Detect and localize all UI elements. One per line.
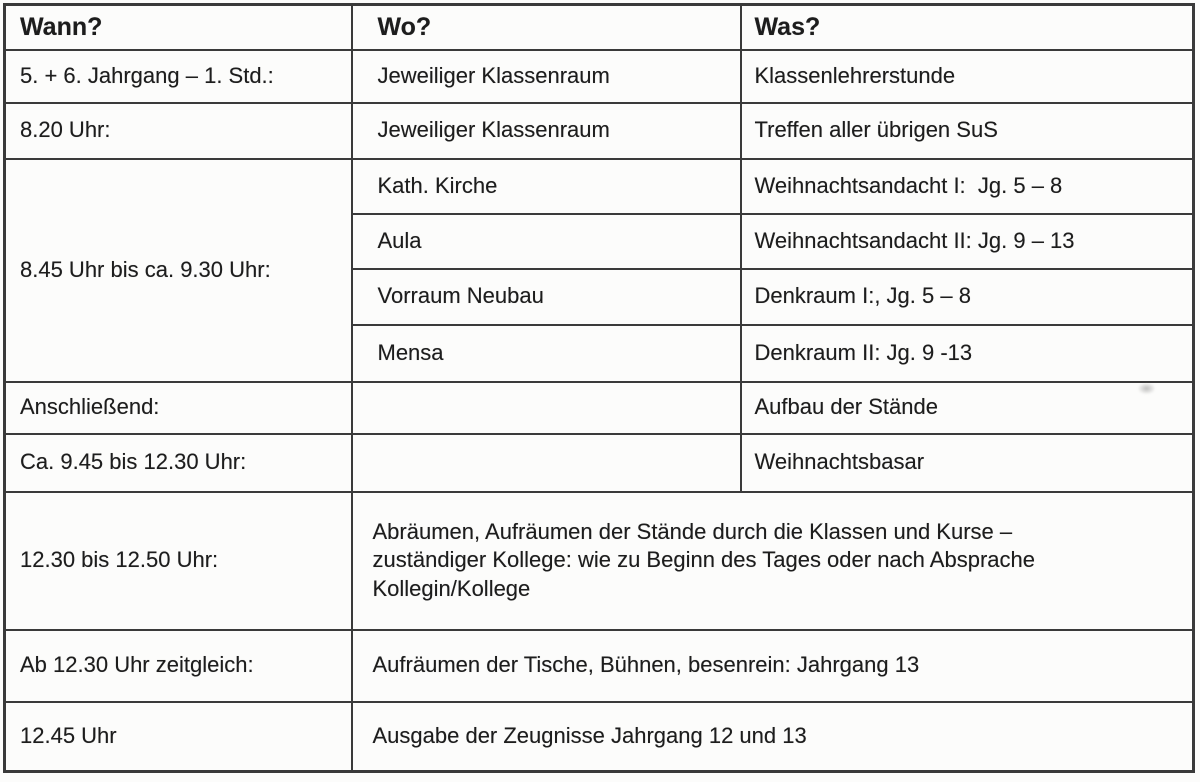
- paragraph-line: Kollegin/Kollege: [372, 575, 531, 601]
- cell-merged-text: Aufräumen der Tische, Bühnen, besenrein: Jahrgang 13: [352, 630, 1194, 702]
- cell-wo-empty: [352, 382, 741, 434]
- cell-merged-text: Ausgabe der Zeugnisse Jahrgang 12 und 13: [352, 702, 1194, 772]
- table-row: [5, 702, 1194, 772]
- cell-wann: 12.45 Uhr: [5, 702, 352, 772]
- cell-was: Treffen aller übrigen SuS: [741, 103, 1194, 159]
- table-row: [5, 434, 1194, 492]
- cell-wo: Mensa: [352, 325, 741, 382]
- cell-wann: Ca. 9.45 bis 12.30 Uhr:: [5, 434, 352, 492]
- cell-wann: Ab 12.30 Uhr zeitgleich:: [5, 630, 352, 702]
- cell-merged-text: [352, 492, 1194, 630]
- paragraph-line: Abräumen, Aufräumen der Stände durch die Klassen und Kurse –: [372, 518, 1013, 544]
- cell-wann-span: 8.45 Uhr bis ca. 9.30 Uhr:: [5, 159, 352, 382]
- cell-was: Denkraum II: Jg. 9 -13: [741, 325, 1194, 382]
- schedule-table: [3, 3, 1195, 773]
- paragraph-line: zuständiger Kollege: wie zu Beginn des Tages oder nach Absprache: [372, 547, 1035, 573]
- table-row: [5, 492, 1194, 630]
- cell-was: Klassenlehrerstunde: [741, 50, 1194, 103]
- header-was: Was?: [741, 5, 1194, 50]
- header-row: [5, 5, 1194, 50]
- cell-was: Denkraum I:, Jg. 5 – 8: [741, 269, 1194, 325]
- header-wann: Wann?: [5, 5, 352, 50]
- cell-wann: 5. + 6. Jahrgang – 1. Std.:: [5, 50, 352, 103]
- cell-wo: Jeweiliger Klassenraum: [352, 50, 741, 103]
- table-row: [5, 50, 1194, 103]
- cell-was: Aufbau der Stände: [741, 382, 1194, 434]
- cell-wann: 12.30 bis 12.50 Uhr:: [5, 492, 352, 630]
- cell-wann: Anschließend:: [5, 382, 352, 434]
- cell-wo: Jeweiliger Klassenraum: [352, 103, 741, 159]
- cell-was: Weihnachtsandacht II: Jg. 9 – 13: [741, 214, 1194, 269]
- cell-was: Weihnachtsbasar: [741, 434, 1194, 492]
- cell-was: Weihnachtsandacht I: Jg. 5 – 8: [741, 159, 1194, 214]
- cell-wo: Aula: [352, 214, 741, 269]
- cell-wann: 8.20 Uhr:: [5, 103, 352, 159]
- header-wo: Wo?: [352, 5, 741, 50]
- table-row: [5, 382, 1194, 434]
- table-row: [5, 159, 1194, 214]
- table-row: [5, 630, 1194, 702]
- cell-wo: Vorraum Neubau: [352, 269, 741, 325]
- scan-smudge-artifact: [1138, 383, 1155, 394]
- cell-wo-empty: [352, 434, 741, 492]
- table-row: [5, 103, 1194, 159]
- cell-wo: Kath. Kirche: [352, 159, 741, 214]
